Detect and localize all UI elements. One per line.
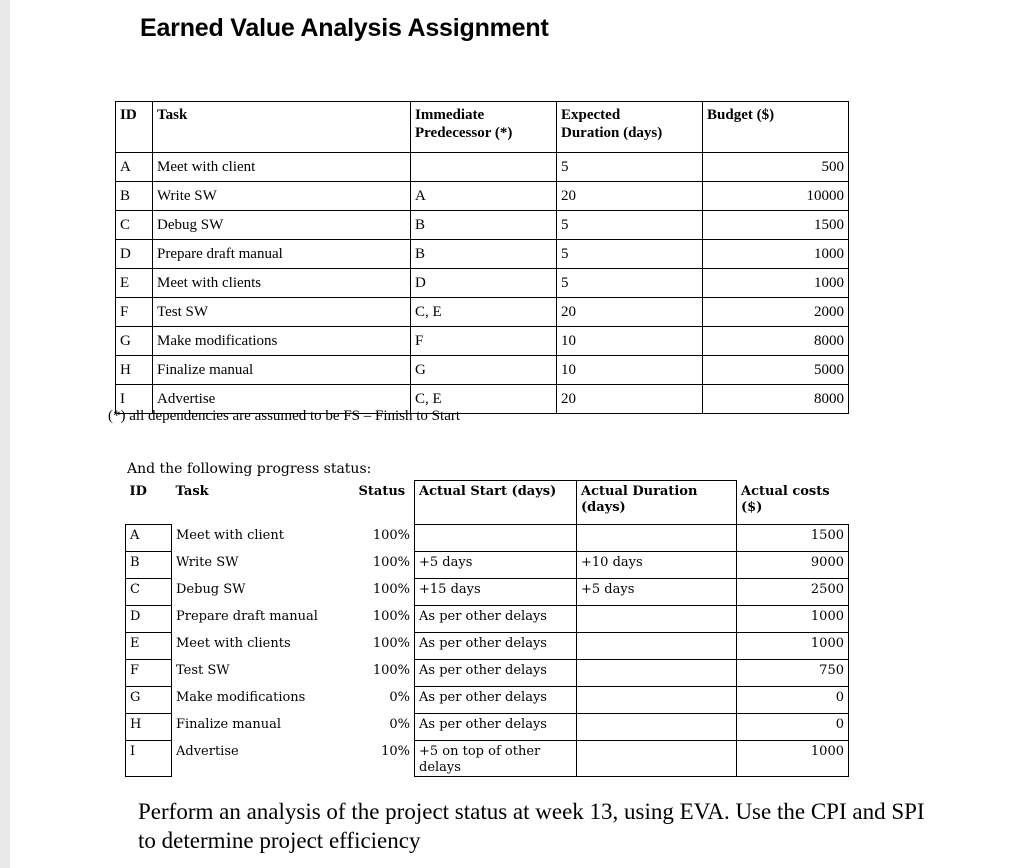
- table-cell: Write SW: [176, 554, 239, 570]
- table-cell: Prepare draft manual: [176, 608, 318, 624]
- table-row: [116, 182, 849, 211]
- table-cell: 10000: [703, 182, 849, 211]
- dependency-note: (*) all dependencies are assumed to be FS – Finish to Start: [108, 408, 461, 424]
- table-row: [116, 298, 849, 327]
- table-cell: 1500: [737, 525, 849, 552]
- column-header: Actual costs ($): [741, 483, 830, 515]
- table-cell: Finalize manual: [176, 716, 282, 732]
- table-cell: D: [126, 606, 172, 633]
- column-header: Task: [153, 102, 411, 153]
- table-cell: As per other delays: [415, 714, 577, 741]
- table-cell: 1000: [737, 633, 849, 660]
- table-cell: Prepare draft manual: [153, 240, 411, 269]
- table-cell: 1000: [703, 240, 849, 269]
- table-cell: A: [411, 182, 557, 211]
- table-cell: Write SW: [153, 182, 411, 211]
- table-cell: E: [116, 269, 153, 298]
- table-cell: 2500: [737, 579, 849, 606]
- table-row: [126, 687, 849, 714]
- table-row: [126, 660, 849, 687]
- table-cell: [415, 525, 577, 552]
- table-cell: Make modifications: [153, 327, 411, 356]
- table-cell: C: [126, 579, 172, 606]
- table-cell: 1000: [703, 269, 849, 298]
- table-cell: B: [411, 240, 557, 269]
- table-cell: G: [126, 687, 172, 714]
- table-row: [126, 579, 849, 606]
- table-row: [116, 356, 849, 385]
- table-cell: E: [126, 633, 172, 660]
- table-cell: As per other delays: [415, 660, 577, 687]
- table-row: [116, 327, 849, 356]
- table-cell: Meet with clients: [176, 635, 291, 651]
- table-cell: 10: [557, 356, 703, 385]
- table-cell: 8000: [703, 385, 849, 414]
- table-cell: 100%: [372, 662, 410, 678]
- column-header: Actual Start (days): [415, 481, 577, 525]
- table-cell: 2000: [703, 298, 849, 327]
- table-cell: 750: [737, 660, 849, 687]
- table-cell: 5000: [703, 356, 849, 385]
- page-left-margin: [0, 0, 10, 868]
- progress-intro: And the following progress status:: [127, 461, 372, 477]
- progress-status-table: [125, 480, 849, 777]
- assignment-question: Perform an analysis of the project status at week 13, using EVA. Use the CPI and SPI to determine project efficiency: [138, 799, 925, 853]
- table-row: [126, 552, 849, 579]
- table-cell: C, E: [411, 298, 557, 327]
- table-row: [126, 741, 849, 777]
- table-cell: 9000: [737, 552, 849, 579]
- table-cell: 5: [557, 153, 703, 182]
- table-cell: B: [116, 182, 153, 211]
- table-cell: A: [126, 525, 172, 552]
- table-cell: I: [116, 385, 153, 414]
- task-budget-table: [115, 101, 849, 414]
- table-row: [126, 714, 849, 741]
- table-cell: 100%: [372, 608, 410, 624]
- table-cell: 100%: [372, 635, 410, 651]
- table-cell: [577, 525, 737, 552]
- table-cell: 100%: [372, 581, 410, 597]
- table-cell: B: [126, 552, 172, 579]
- table-cell: G: [116, 327, 153, 356]
- table-cell: F: [116, 298, 153, 327]
- table-cell: 5: [557, 269, 703, 298]
- table-cell: 1000: [737, 606, 849, 633]
- table-cell: 20: [557, 182, 703, 211]
- table-cell: Test SW: [153, 298, 411, 327]
- table-row: [116, 211, 849, 240]
- column-header: Expected Duration (days): [557, 102, 703, 153]
- table-cell: 8000: [703, 327, 849, 356]
- table-cell: +5 days: [577, 579, 737, 606]
- table-cell: Meet with client: [176, 527, 284, 543]
- table-cell: [577, 660, 737, 687]
- table-cell: F: [126, 660, 172, 687]
- table-cell: [577, 714, 737, 741]
- table-cell: 0: [737, 687, 849, 714]
- table-cell: D: [411, 269, 557, 298]
- table-cell: Advertise: [153, 385, 411, 414]
- table-cell: I: [126, 741, 172, 777]
- table-cell: G: [411, 356, 557, 385]
- table-cell: Advertise: [176, 743, 239, 759]
- table-cell: +15 days: [415, 579, 577, 606]
- table-cell: As per other delays: [415, 633, 577, 660]
- table-cell: +5 on top of other delays: [415, 741, 577, 777]
- table-cell: F: [411, 327, 557, 356]
- table-cell: 1000: [737, 741, 849, 777]
- column-header: Budget ($): [703, 102, 849, 153]
- table-cell: [577, 633, 737, 660]
- table-cell: C, E: [411, 385, 557, 414]
- table-cell: 10: [557, 327, 703, 356]
- table-row: [116, 269, 849, 298]
- table-cell: H: [116, 356, 153, 385]
- page-title: Earned Value Analysis Assignment: [140, 14, 549, 42]
- table-cell: D: [116, 240, 153, 269]
- table-cell: 20: [557, 298, 703, 327]
- table-row: [126, 606, 849, 633]
- table-cell: C: [116, 211, 153, 240]
- table-cell: 10%: [381, 743, 410, 759]
- table-cell: [577, 741, 737, 777]
- table-header-row: [126, 481, 849, 525]
- table-cell: 0%: [389, 716, 410, 732]
- table-cell: +10 days: [577, 552, 737, 579]
- table-cell: 20: [557, 385, 703, 414]
- column-header: Task: [175, 483, 209, 499]
- table-cell: 500: [703, 153, 849, 182]
- table-cell: Finalize manual: [153, 356, 411, 385]
- table-cell: 100%: [372, 527, 410, 543]
- column-header: ID: [116, 102, 153, 153]
- table-cell: 5: [557, 211, 703, 240]
- table-cell: Debug SW: [153, 211, 411, 240]
- table-cell: 100%: [372, 554, 410, 570]
- table-cell: Meet with client: [153, 153, 411, 182]
- table-cell: Meet with clients: [153, 269, 411, 298]
- table-cell: As per other delays: [415, 606, 577, 633]
- table-cell: Test SW: [176, 662, 230, 678]
- table-cell: Debug SW: [176, 581, 246, 597]
- table-cell: [577, 687, 737, 714]
- table-cell: H: [126, 714, 172, 741]
- table-cell: 0%: [389, 689, 410, 705]
- column-header: ID: [129, 483, 147, 499]
- table-cell: [577, 606, 737, 633]
- table-cell: 5: [557, 240, 703, 269]
- table-cell: B: [411, 211, 557, 240]
- table-row: [126, 525, 849, 552]
- table-cell: A: [116, 153, 153, 182]
- table-row: [116, 153, 849, 182]
- column-header: Immediate Predecessor (*): [411, 102, 557, 153]
- table-cell: As per other delays: [415, 687, 577, 714]
- table-row: [126, 633, 849, 660]
- table-cell: [411, 153, 557, 182]
- table-cell: 1500: [703, 211, 849, 240]
- table-cell: +5 days: [415, 552, 577, 579]
- table-cell: Make modifications: [176, 689, 306, 705]
- column-header: Status: [358, 483, 406, 499]
- table-header-row: [116, 102, 849, 153]
- table-row: [116, 240, 849, 269]
- table-cell: 0: [737, 714, 849, 741]
- column-header: Actual Duration (days): [577, 481, 737, 525]
